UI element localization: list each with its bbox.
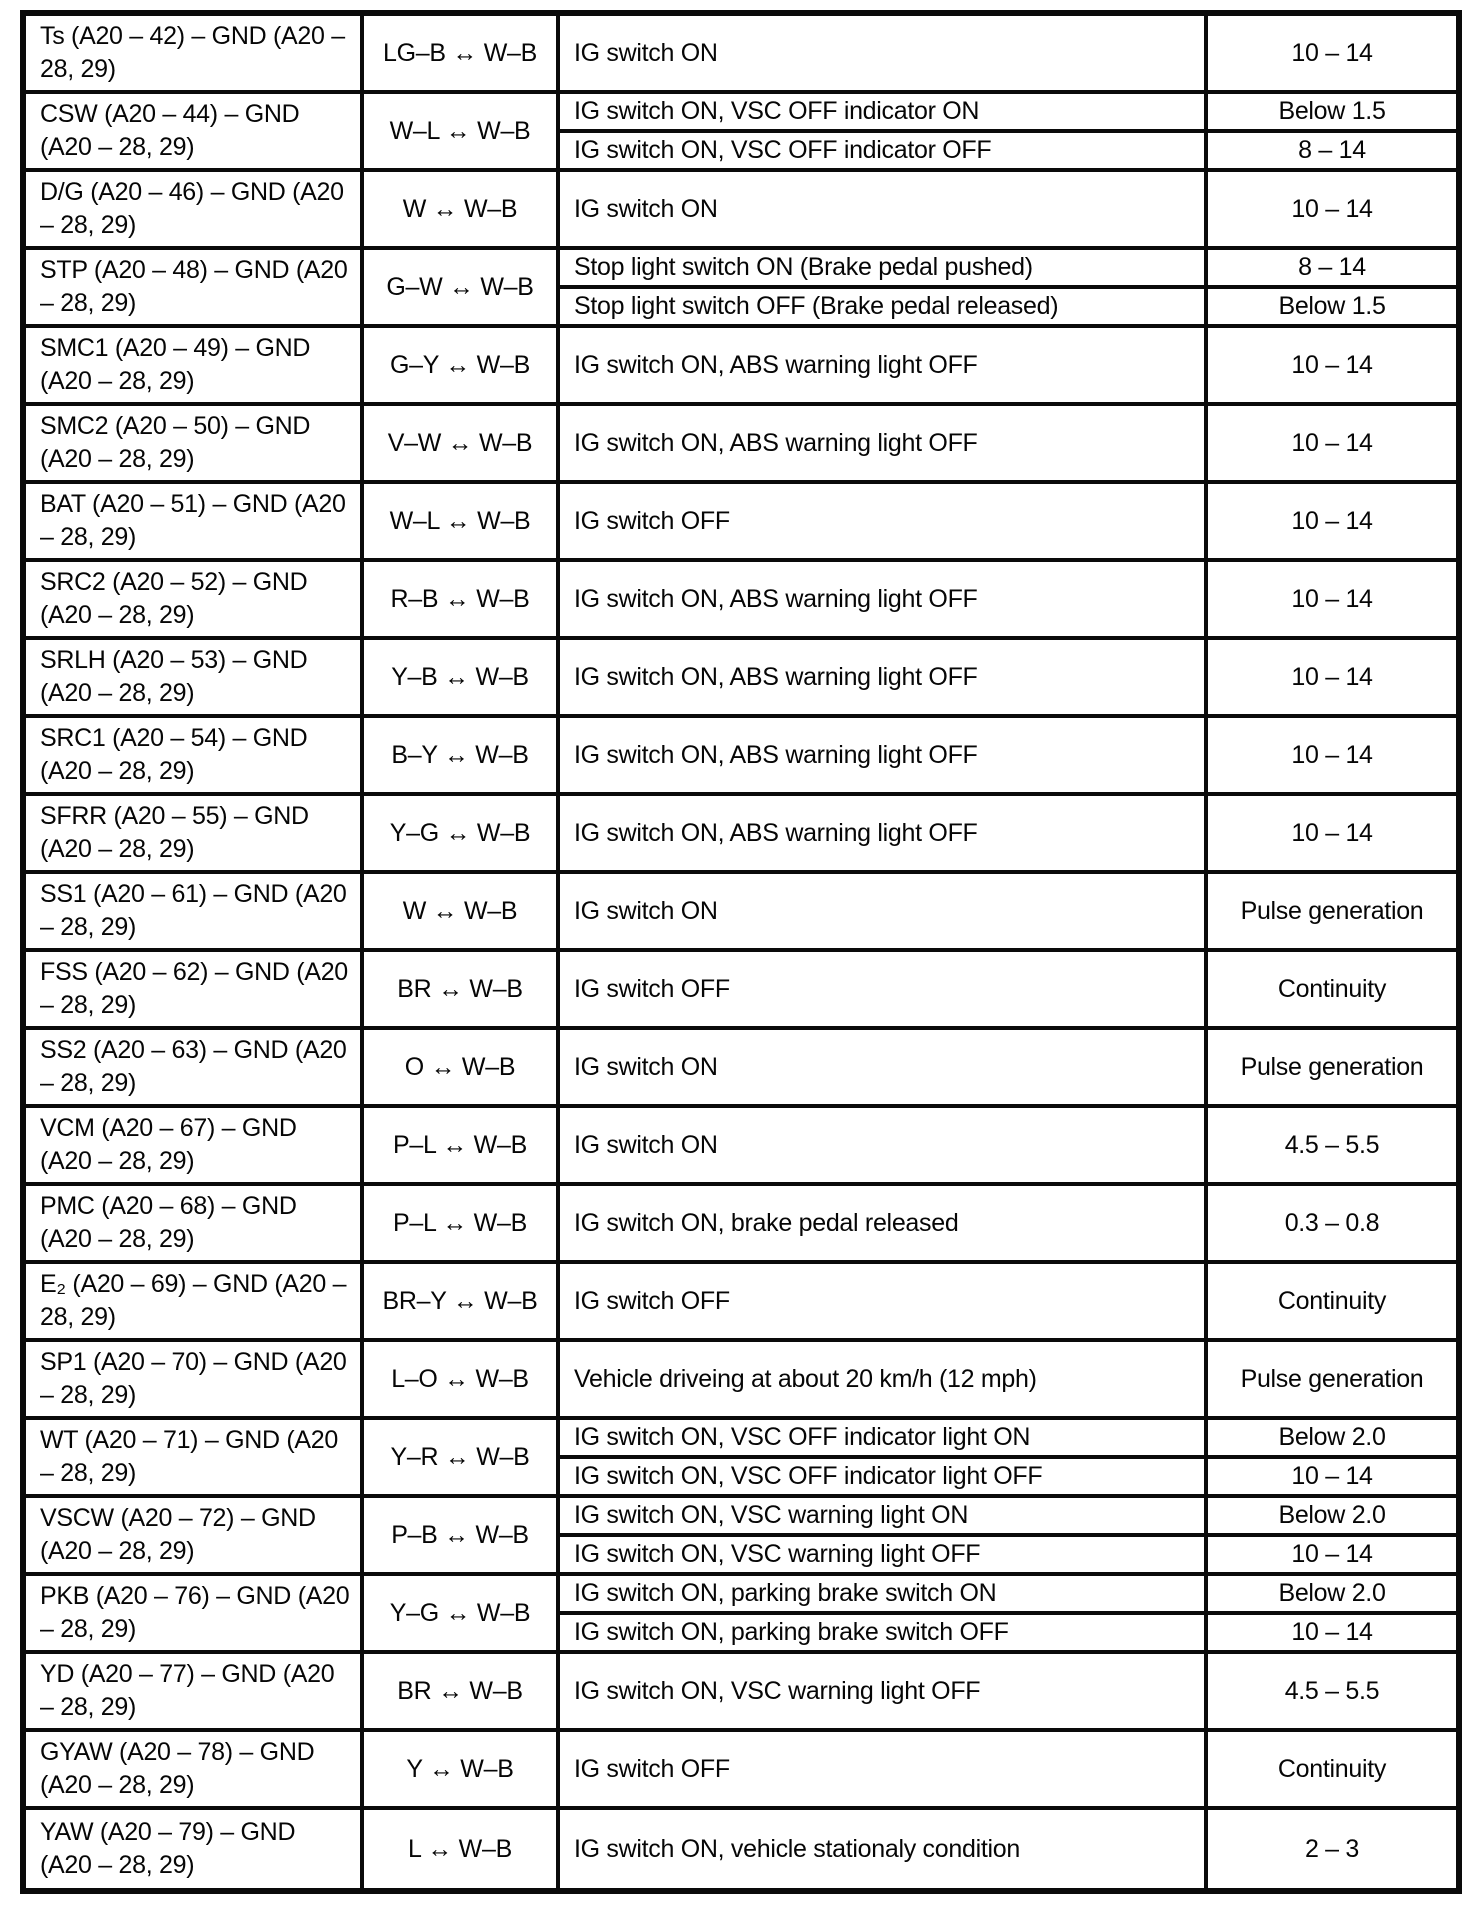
specified-value-cell: 4.5 – 5.5	[1284, 1130, 1380, 1159]
terminal-cell: SS1 (A20 – 61) – GND (A20 – 28, 29)	[26, 874, 364, 948]
terminal-cell: GYAW (A20 – 78) – GND (A20 – 28, 29)	[26, 1732, 364, 1806]
condition-cell: IG switch OFF	[560, 484, 1208, 558]
condition-cell: IG switch ON, ABS warning light OFF	[560, 328, 1208, 402]
specified-value-cell: Continuity	[1277, 1754, 1387, 1783]
terminal-cell: SRC2 (A20 – 52) – GND (A20 – 28, 29)	[26, 562, 364, 636]
table-row	[26, 484, 1456, 562]
table-row	[26, 172, 1456, 250]
condition-sub-row	[560, 1459, 1456, 1494]
tester-connection-cell: W–L ↔ W–B	[364, 484, 560, 558]
terminal-cell: E₂ (A20 – 69) – GND (A20 – 28, 29)	[26, 1264, 364, 1338]
table-row	[26, 640, 1456, 718]
condition-cell: IG switch ON, parking brake switch ON	[560, 1576, 1208, 1611]
condition-value-group	[560, 718, 1456, 792]
specified-value-cell: 8 – 14	[1298, 136, 1366, 164]
condition-sub-row	[560, 1537, 1456, 1572]
terminal-cell: CSW (A20 – 44) – GND (A20 – 28, 29)	[26, 94, 364, 168]
terminal-cell: SMC1 (A20 – 49) – GND (A20 – 28, 29)	[26, 328, 364, 402]
condition-cell: IG switch ON, VSC OFF indicator light OFF	[560, 1459, 1208, 1494]
terminal-cell: VSCW (A20 – 72) – GND (A20 – 28, 29)	[26, 1498, 364, 1572]
specified-value-cell: 0.3 – 0.8	[1284, 1208, 1380, 1237]
condition-cell: Vehicle driveing at about 20 km/h (12 mph)	[560, 1342, 1208, 1416]
terminal-cell: BAT (A20 – 51) – GND (A20 – 28, 29)	[26, 484, 364, 558]
condition-cell: IG switch ON, VSC OFF indicator OFF	[560, 133, 1208, 168]
table-row	[26, 952, 1456, 1030]
specified-value-cell: 10 – 14	[1291, 506, 1373, 535]
tester-connection-cell: P–L ↔ W–B	[364, 1108, 560, 1182]
tester-connection-cell: L ↔ W–B	[364, 1810, 560, 1888]
condition-value-group	[560, 250, 1456, 324]
table-row	[26, 1342, 1456, 1420]
table-row	[26, 1264, 1456, 1342]
specified-value-cell: 10 – 14	[1291, 38, 1373, 67]
condition-cell: IG switch OFF	[560, 952, 1208, 1026]
condition-sub-row	[560, 94, 1456, 133]
specified-value-cell: 10 – 14	[1291, 1540, 1373, 1568]
tester-connection-cell: V–W ↔ W–B	[364, 406, 560, 480]
condition-value-group	[560, 1498, 1456, 1572]
condition-sub-row	[560, 1420, 1456, 1459]
condition-value-group	[560, 562, 1456, 636]
terminal-cell: SP1 (A20 – 70) – GND (A20 – 28, 29)	[26, 1342, 364, 1416]
condition-sub-row	[560, 874, 1456, 948]
tester-connection-cell: G–Y ↔ W–B	[364, 328, 560, 402]
tester-connection-cell: Y–B ↔ W–B	[364, 640, 560, 714]
condition-sub-row	[560, 133, 1456, 168]
condition-value-group	[560, 1654, 1456, 1728]
terminal-cell: YD (A20 – 77) – GND (A20 – 28, 29)	[26, 1654, 364, 1728]
condition-cell: Stop light switch ON (Brake pedal pushed)	[560, 250, 1208, 285]
table-row	[26, 1498, 1456, 1576]
condition-cell: IG switch ON, VSC warning light ON	[560, 1498, 1208, 1533]
condition-sub-row	[560, 172, 1456, 246]
condition-sub-row	[560, 1732, 1456, 1806]
condition-sub-row	[560, 1810, 1456, 1888]
tester-connection-cell: L–O ↔ W–B	[364, 1342, 560, 1416]
specified-value-cell: Below 2.0	[1278, 1501, 1386, 1529]
condition-sub-row	[560, 406, 1456, 480]
condition-cell: IG switch ON, ABS warning light OFF	[560, 406, 1208, 480]
specified-value-cell: 8 – 14	[1298, 253, 1366, 281]
condition-sub-row	[560, 952, 1456, 1026]
condition-cell: IG switch ON, VSC OFF indicator light ON	[560, 1420, 1208, 1455]
table-row	[26, 250, 1456, 328]
condition-sub-row	[560, 16, 1456, 90]
condition-cell: IG switch ON	[560, 16, 1208, 90]
condition-sub-row	[560, 1342, 1456, 1416]
condition-sub-row	[560, 1498, 1456, 1537]
table-row	[26, 328, 1456, 406]
condition-value-group	[560, 1342, 1456, 1416]
tester-connection-cell: Y–G ↔ W–B	[364, 796, 560, 870]
specified-value-cell: 10 – 14	[1291, 194, 1373, 223]
table-row	[26, 94, 1456, 172]
table-row	[26, 1810, 1456, 1888]
table-row	[26, 406, 1456, 484]
condition-value-group	[560, 1030, 1456, 1104]
condition-value-group	[560, 874, 1456, 948]
terminal-cell: SMC2 (A20 – 50) – GND (A20 – 28, 29)	[26, 406, 364, 480]
tester-connection-cell: R–B ↔ W–B	[364, 562, 560, 636]
condition-cell: IG switch ON	[560, 1108, 1208, 1182]
table-row	[26, 1030, 1456, 1108]
condition-value-group	[560, 1186, 1456, 1260]
tester-connection-cell: BR ↔ W–B	[364, 952, 560, 1026]
table-row	[26, 1420, 1456, 1498]
terminal-cell: YAW (A20 – 79) – GND (A20 – 28, 29)	[26, 1810, 364, 1888]
condition-cell: IG switch ON, vehicle stationaly condition	[560, 1810, 1208, 1888]
tester-connection-cell: W ↔ W–B	[364, 874, 560, 948]
condition-value-group	[560, 16, 1456, 90]
terminal-table	[20, 10, 1462, 1894]
condition-sub-row	[560, 796, 1456, 870]
condition-sub-row	[560, 250, 1456, 289]
condition-cell: IG switch ON, ABS warning light OFF	[560, 562, 1208, 636]
terminal-cell: SFRR (A20 – 55) – GND (A20 – 28, 29)	[26, 796, 364, 870]
condition-value-group	[560, 640, 1456, 714]
table-row	[26, 796, 1456, 874]
table-row	[26, 718, 1456, 796]
specified-value-cell: 10 – 14	[1291, 1618, 1373, 1646]
tester-connection-cell: W–L ↔ W–B	[364, 94, 560, 168]
condition-sub-row	[560, 562, 1456, 636]
condition-cell: IG switch OFF	[560, 1732, 1208, 1806]
condition-cell: IG switch ON, VSC OFF indicator ON	[560, 94, 1208, 129]
condition-sub-row	[560, 484, 1456, 558]
condition-cell: IG switch ON, ABS warning light OFF	[560, 796, 1208, 870]
condition-cell: IG switch ON, VSC warning light OFF	[560, 1654, 1208, 1728]
terminal-cell: FSS (A20 – 62) – GND (A20 – 28, 29)	[26, 952, 364, 1026]
condition-value-group	[560, 484, 1456, 558]
condition-sub-row	[560, 328, 1456, 402]
tester-connection-cell: Y–G ↔ W–B	[364, 1576, 560, 1650]
condition-value-group	[560, 1576, 1456, 1650]
terminal-cell: SRC1 (A20 – 54) – GND (A20 – 28, 29)	[26, 718, 364, 792]
condition-value-group	[560, 952, 1456, 1026]
condition-value-group	[560, 1810, 1456, 1888]
tester-connection-cell: G–W ↔ W–B	[364, 250, 560, 324]
specified-value-cell: Below 1.5	[1278, 97, 1386, 125]
specified-value-cell: Continuity	[1277, 1286, 1387, 1315]
condition-cell: IG switch ON, brake pedal released	[560, 1186, 1208, 1260]
terminal-cell: STP (A20 – 48) – GND (A20 – 28, 29)	[26, 250, 364, 324]
condition-sub-row	[560, 1615, 1456, 1650]
tester-connection-cell: P–B ↔ W–B	[364, 1498, 560, 1572]
specified-value-cell: 10 – 14	[1291, 1462, 1373, 1490]
condition-cell: IG switch OFF	[560, 1264, 1208, 1338]
terminal-cell: D/G (A20 – 46) – GND (A20 – 28, 29)	[26, 172, 364, 246]
condition-cell: Stop light switch OFF (Brake pedal released)	[560, 289, 1208, 324]
condition-sub-row	[560, 640, 1456, 714]
tester-connection-cell: Y ↔ W–B	[364, 1732, 560, 1806]
condition-value-group	[560, 172, 1456, 246]
specified-value-cell: 4.5 – 5.5	[1284, 1676, 1380, 1705]
specified-value-cell: Pulse generation	[1240, 896, 1424, 925]
condition-value-group	[560, 1420, 1456, 1494]
table-row	[26, 16, 1456, 94]
condition-cell: IG switch ON, VSC warning light OFF	[560, 1537, 1208, 1572]
specified-value-cell: Below 2.0	[1278, 1423, 1386, 1451]
tester-connection-cell: LG–B ↔ W–B	[364, 16, 560, 90]
condition-sub-row	[560, 289, 1456, 324]
tester-connection-cell: P–L ↔ W–B	[364, 1186, 560, 1260]
terminal-cell: PKB (A20 – 76) – GND (A20 – 28, 29)	[26, 1576, 364, 1650]
condition-value-group	[560, 796, 1456, 870]
specified-value-cell: 10 – 14	[1291, 662, 1373, 691]
specified-value-cell: 10 – 14	[1291, 584, 1373, 613]
tester-connection-cell: BR ↔ W–B	[364, 1654, 560, 1728]
condition-cell: IG switch ON	[560, 1030, 1208, 1104]
terminal-cell: VCM (A20 – 67) – GND (A20 – 28, 29)	[26, 1108, 364, 1182]
condition-value-group	[560, 94, 1456, 168]
condition-value-group	[560, 406, 1456, 480]
specified-value-cell: Below 2.0	[1278, 1579, 1386, 1607]
tester-connection-cell: Y–R ↔ W–B	[364, 1420, 560, 1494]
table-row	[26, 1732, 1456, 1810]
specified-value-cell: Pulse generation	[1240, 1364, 1424, 1393]
specified-value-cell: 10 – 14	[1291, 818, 1373, 847]
condition-cell: IG switch ON, parking brake switch OFF	[560, 1615, 1208, 1650]
specified-value-cell: Below 1.5	[1278, 292, 1386, 320]
condition-cell: IG switch ON, ABS warning light OFF	[560, 640, 1208, 714]
terminal-cell: WT (A20 – 71) – GND (A20 – 28, 29)	[26, 1420, 364, 1494]
condition-sub-row	[560, 1576, 1456, 1615]
specified-value-cell: Continuity	[1277, 974, 1387, 1003]
table-row	[26, 1108, 1456, 1186]
specified-value-cell: 10 – 14	[1291, 428, 1373, 457]
condition-cell: IG switch ON	[560, 172, 1208, 246]
condition-sub-row	[560, 1654, 1456, 1728]
terminal-cell: SRLH (A20 – 53) – GND (A20 – 28, 29)	[26, 640, 364, 714]
specified-value-cell: Pulse generation	[1240, 1052, 1424, 1081]
table-row	[26, 874, 1456, 952]
tester-connection-cell: W ↔ W–B	[364, 172, 560, 246]
condition-cell: IG switch ON, ABS warning light OFF	[560, 718, 1208, 792]
specified-value-cell: 10 – 14	[1291, 740, 1373, 769]
specified-value-cell: 2 – 3	[1304, 1834, 1360, 1863]
table-row	[26, 1654, 1456, 1732]
condition-sub-row	[560, 1186, 1456, 1260]
specified-value-cell: 10 – 14	[1291, 350, 1373, 379]
terminal-cell: PMC (A20 – 68) – GND (A20 – 28, 29)	[26, 1186, 364, 1260]
condition-sub-row	[560, 718, 1456, 792]
tester-connection-cell: O ↔ W–B	[364, 1030, 560, 1104]
condition-value-group	[560, 328, 1456, 402]
condition-sub-row	[560, 1108, 1456, 1182]
tester-connection-cell: BR–Y ↔ W–B	[364, 1264, 560, 1338]
condition-cell: IG switch ON	[560, 874, 1208, 948]
terminal-cell: Ts (A20 – 42) – GND (A20 – 28, 29)	[26, 16, 364, 90]
terminal-cell: SS2 (A20 – 63) – GND (A20 – 28, 29)	[26, 1030, 364, 1104]
condition-sub-row	[560, 1264, 1456, 1338]
table-row	[26, 1576, 1456, 1654]
condition-sub-row	[560, 1030, 1456, 1104]
tester-connection-cell: B–Y ↔ W–B	[364, 718, 560, 792]
condition-value-group	[560, 1732, 1456, 1806]
condition-value-group	[560, 1264, 1456, 1338]
table-row	[26, 562, 1456, 640]
condition-value-group	[560, 1108, 1456, 1182]
table-row	[26, 1186, 1456, 1264]
